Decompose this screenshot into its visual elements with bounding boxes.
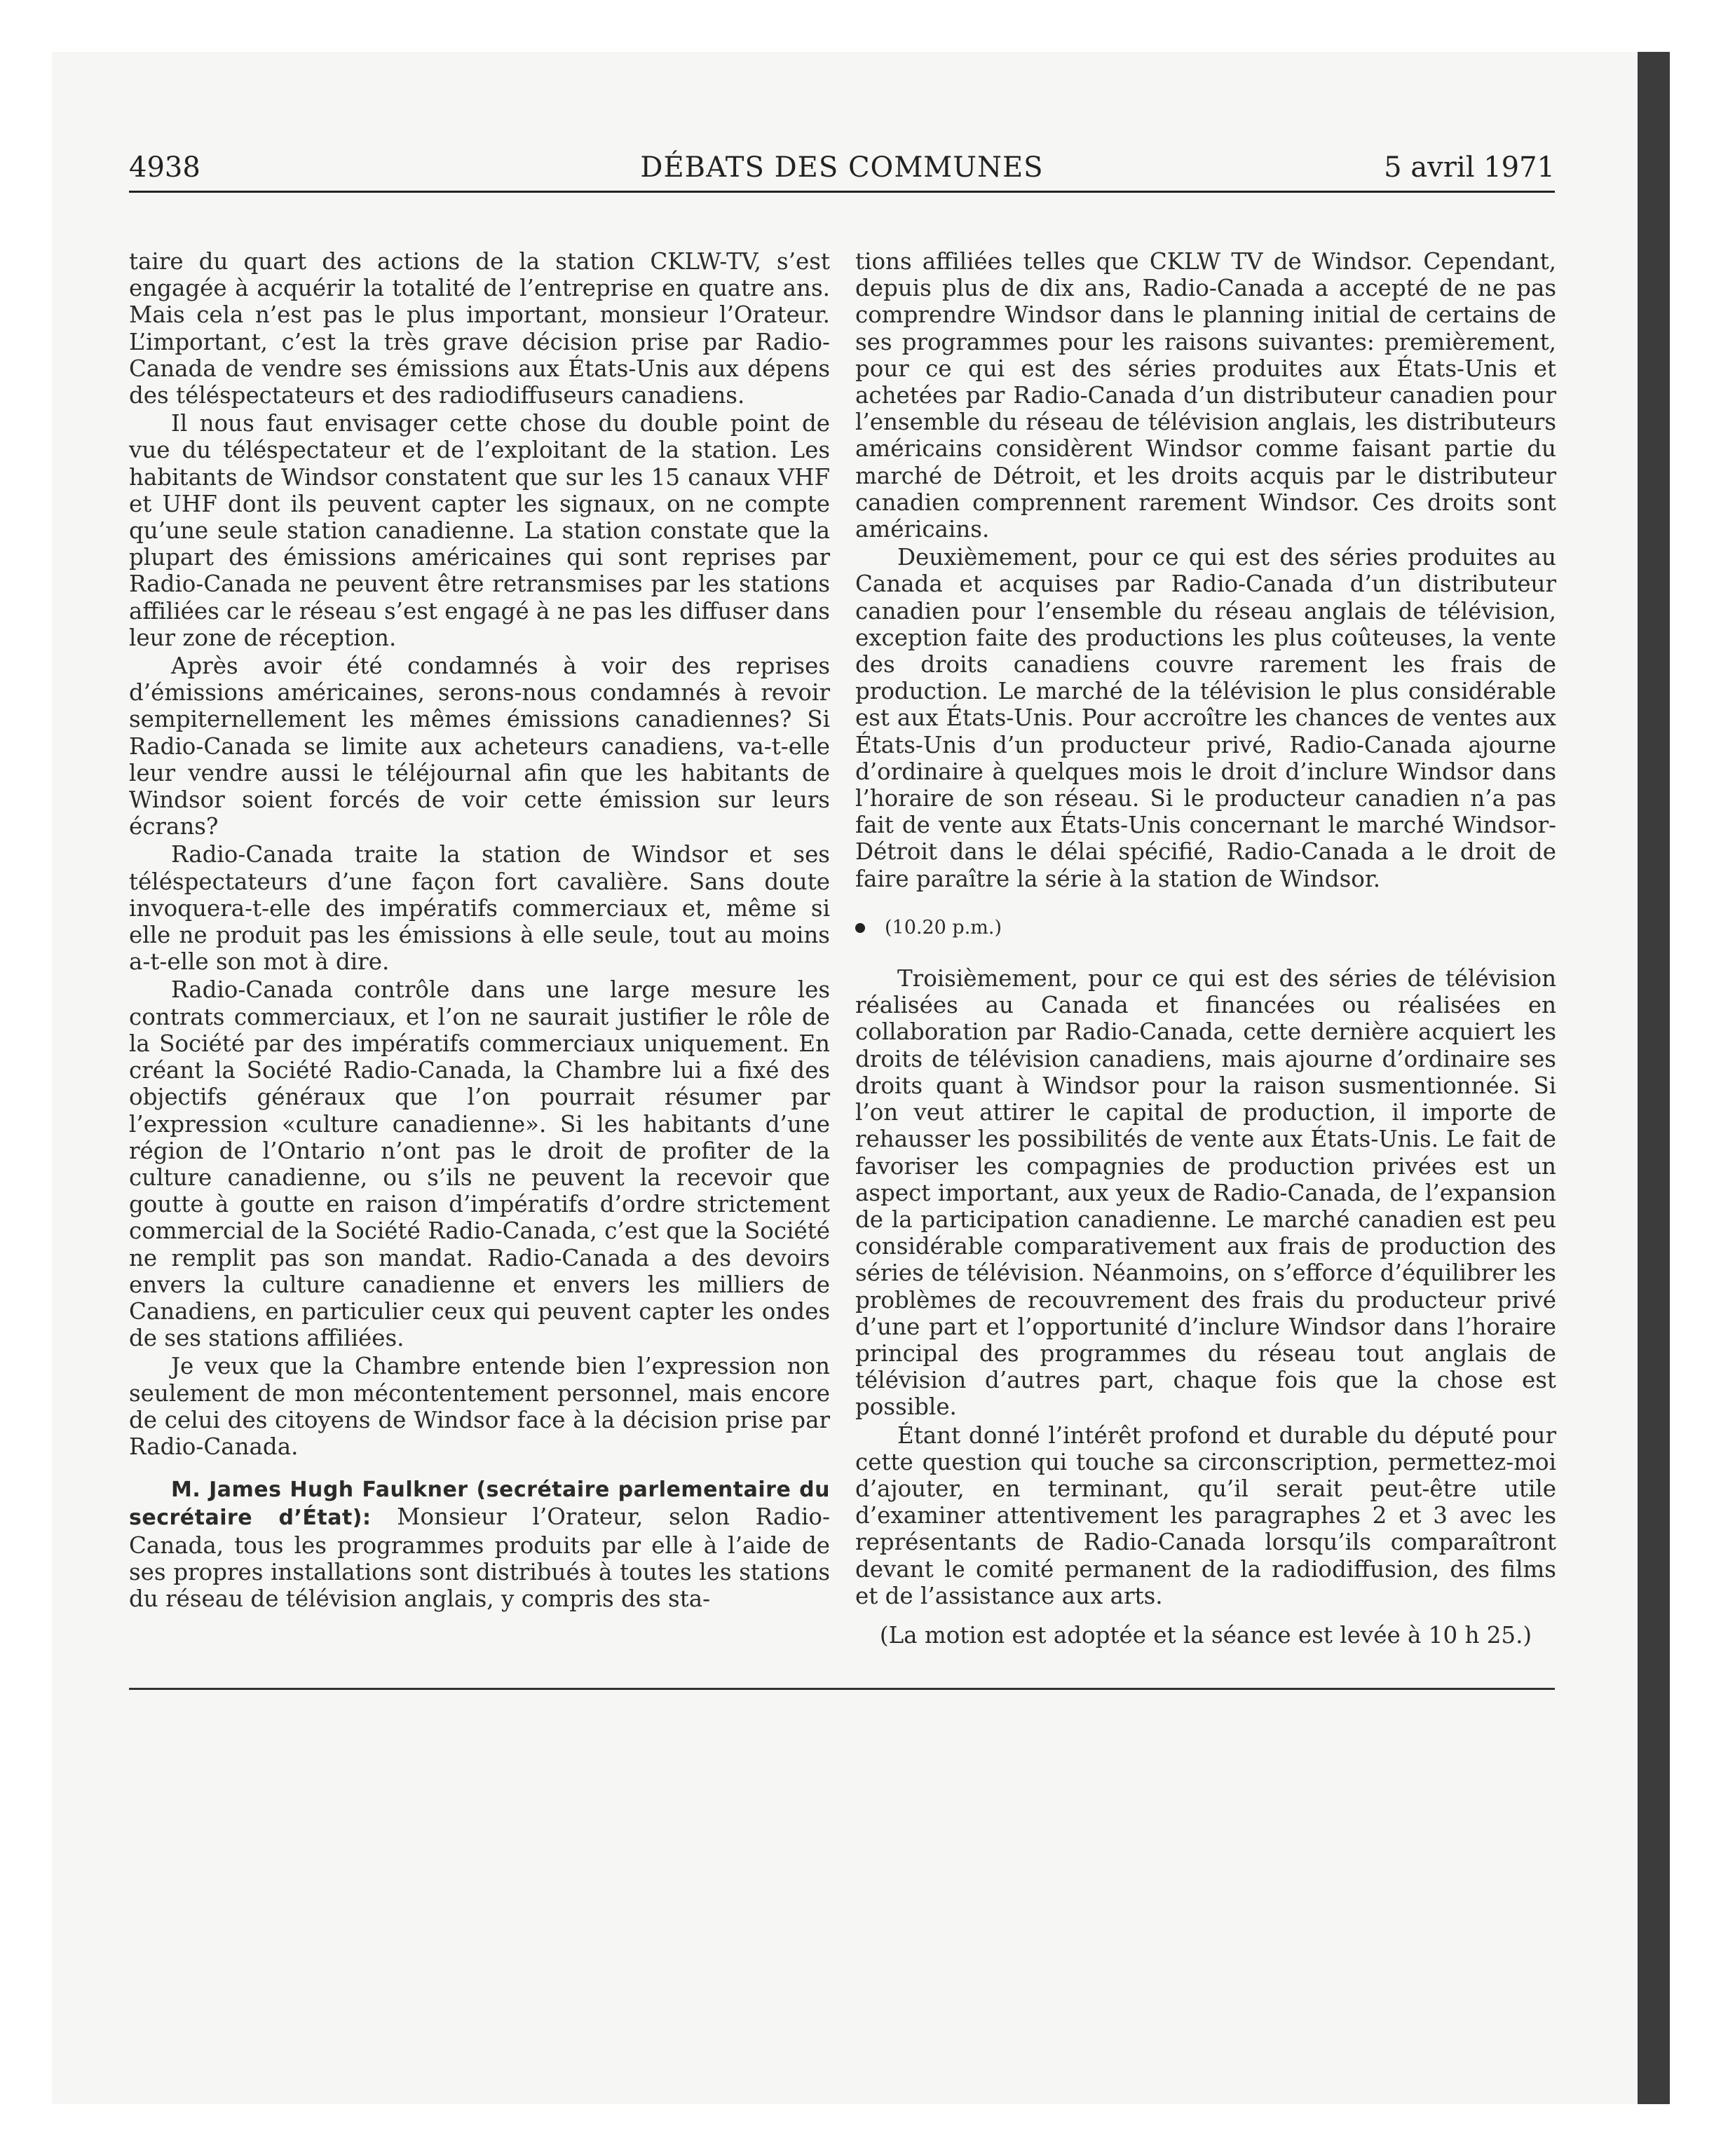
paragraph: Étant donné l’intérêt profond et durable du député pour cette question qui touche sa circonscription, permettez-moi d’ajouter, en terminant, qu’il serait peut-être utile d’examiner attentivement les paragraphes 2 et 3 avec les représentants de Radio-Canada lorsqu’ils comparaîtront devant le comité permanent de la radiodiffusion, des films et de l’assistance aux arts.: [855, 1421, 1556, 1609]
page-number: 4938: [129, 151, 200, 184]
publication-title: DÉBATS DES COMMUNES: [640, 151, 1044, 184]
header-date: 5 avril 1971: [1384, 151, 1555, 184]
paragraph: tions affiliées telles que CKLW TV de Windsor. Cependant, depuis plus de dix ans, Radio-Canada a accepté de ne pas comprendre Windsor dans le planning initial de certains de ses programmes pour les raisons suivantes: premièrement, pour ce qui est des séries produites aux États-Unis et achetées par Radio-Canada d’un distributeur canadien pour l’ensemble du réseau de télévision anglais, les distributeurs américains considèrent Windsor comme faisant partie du marché de Détroit, et les droits acquis par le distributeur canadien comprennent rarement Windsor. Ces droits sont américains.: [855, 248, 1556, 543]
bottom-rule: [129, 1688, 1555, 1690]
paragraph: Troisièmement, pour ce qui est des séries de télévision réalisées au Canada et financées ou réalisées en collaboration par Radio-Canada, cette dernière acquiert les droits de télévision canadiens, mais ajourne d’ordinaire ses droits quant à Windsor pour la raison susmentionnée. Si l’on veut attirer le capital de production, il importe de rehausser les possibilités de vente aux États-Unis. Le fait de favoriser les compagnies de production privées est un aspect important, aux yeux de Radio-Canada, de l’expansion de la participation canadienne. Le marché canadien est peu considérable comparativement aux frais de production des séries de télévision. Néanmoins, on s’efforce d’équilibrer les problèmes de recouvrement des frais du producteur privé d’une part et l’opportunité d’inclure Windsor dans l’horaire principal des programmes du réseau tout anglais de télévision d’autres part, chaque fois que la chose est possible.: [855, 965, 1556, 1421]
scan-edge: [1638, 52, 1670, 2104]
time-marker: [855, 915, 1556, 941]
paragraph: Après avoir été condamnés à voir des reprises d’émissions américaines, serons-nous condamnés à revoir sempiternellement les mêmes émissions canadiennes? Si Radio-Canada se limite aux acheteurs canadiens, va-t-elle leur vendre aussi le téléjournal afin que les habitants de Windsor soient forcés de voir cette émission sur leurs écrans?: [129, 653, 830, 840]
right-column: [855, 248, 1556, 1650]
speech-text: Monsieur l’Orateur, selon Radio-Canada, tous les programmes produits par elle à l’aide de ses propres installations sont distribués à toutes les stations du réseau de télévision anglais, y compris des sta-: [129, 1503, 830, 1612]
bullet-icon: [855, 923, 865, 933]
left-column: [129, 248, 830, 1613]
paragraph: Deuxièmement, pour ce qui est des séries produites au Canada et acquises par Radio-Canada d’un distributeur canadien pour l’ensemble du réseau anglais de télévision, exception faite des productions les plus coûteuses, la vente des droits canadiens couvre rarement les frais de production. Le marché de la télévision le plus considérable est aux États-Unis. Pour accroître les chances de ventes aux États-Unis d’un producteur privé, Radio-Canada ajourne d’ordinaire à quelques mois le droit d’inclure Windsor dans l’horaire de son réseau. Si le producteur canadien n’a pas fait de vente aux États-Unis concernant le marché Windsor-Détroit dans le délai spécifié, Radio-Canada a le droit de faire paraître la série à la station de Windsor.: [855, 544, 1556, 892]
paragraph: Il nous faut envisager cette chose du double point de vue du téléspectateur et de l’exploitant de la station. Les habitants de Windsor constatent que sur les 15 canaux VHF et UHF dont ils peuvent capter les signaux, on ne compte qu’une seule station canadienne. La station constate que la plupart des émissions américaines qui sont reprises par Radio-Canada ne peuvent être retransmises par les stations affiliées car le réseau s’est engagé à ne pas les diffuser dans leur zone de réception.: [129, 410, 830, 651]
paragraph: taire du quart des actions de la station CKLW-TV, s’est engagée à acquérir la totalité de l’entreprise en quatre ans. Mais cela n’est pas le plus important, monsieur l’Orateur. L’important, c’est la très grave décision prise par Radio-Canada de vendre ses émissions aux États-Unis aux dépens des téléspectateurs et des radiodiffuseurs canadiens.: [129, 248, 830, 409]
speaker-paragraph: [129, 1475, 830, 1612]
paragraph: Radio-Canada contrôle dans une large mesure les contrats commerciaux, et l’on ne saurait justifier le rôle de la Société par des impératifs commerciaux uniquement. En créant la Société Radio-Canada, la Chambre lui a fixé des objectifs généraux que l’on pourrait résumer par l’expression «culture canadienne». Si les habitants d’une région de l’Ontario n’ont pas le droit de profiter de la culture canadienne, ou s’ils ne peuvent la recevoir que goutte à goutte en raison d’impératifs d’ordre strictement commercial de la Société Radio-Canada, c’est que la Société ne remplit pas son mandat. Radio-Canada a des devoirs envers la culture canadienne et envers les milliers de Canadiens, en particulier ceux qui peuvent capter les ondes de ses stations affiliées.: [129, 976, 830, 1352]
speaker-name: M. James Hugh Faulkner (secrétaire parlementaire du secrétaire d’État):: [129, 1478, 830, 1531]
page-header: [129, 151, 1555, 193]
time-stamp: (10.20 p.m.): [885, 916, 1002, 939]
paragraph: Radio-Canada traite la station de Windsor et ses téléspectateurs d’une façon fort cavalière. Sans doute invoquera-t-elle des impératifs commerciaux et, même si elle ne produit pas les émissions à elle seule, tout au moins a-t-elle son mot à dire.: [129, 841, 830, 976]
paragraph: Je veux que la Chambre entende bien l’expression non seulement de mon mécontentement personnel, mais encore de celui des citoyens de Windsor face à la décision prise par Radio-Canada.: [129, 1353, 830, 1460]
closing-note: (La motion est adoptée et la séance est levée à 10 h 25.): [879, 1621, 1532, 1649]
